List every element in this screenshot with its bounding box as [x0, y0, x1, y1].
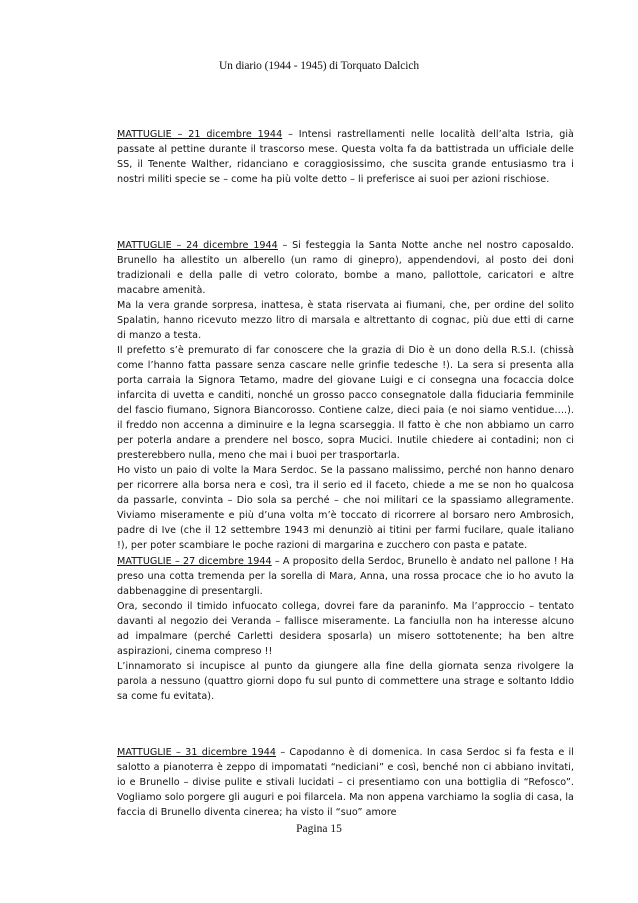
entry-paragraph: Il prefetto s’è premurato di far conoscere che la grazia di Dio è un dono della R.S.I. (chissà come l’hanno fatta passare senza cascare nelle grinfie tedesche !). La sera si presenta alla porta carraia la Signora Tetamo, madre del giovane Luigi e ci consegna una focaccia dolce infarcita di uvetta e canditi, nonché un grosso pacco consegnatole dalla fiduciaria femminile del fascio fiumano, Signora Biancorosso. Contiene calze, dieci paia (e noi siamo ventidue….). il freddo non accenna a diminuire e la legna scarseggia. Il fatto è che non abbiamo un carro per poterla andare a prendere nel bosco, sopra Mucici. Inutile chiedere ai contadini; non ci presterebbero nulla, meno che mai i buoi per trasportarla.	[117, 345, 574, 461]
entry-date: MATTUGLIE – 27 dicembre 1944	[117, 556, 272, 567]
entry-text: – Intensi rastrellamenti nelle località dell’alta Istria, già passate al pettine durante il trascorso mese. Questa volta fa da battistrada un ufficiale delle SS, il Tenente Walther, ridanciano e coraggiosissimo, che suscita grande entusiasmo tra i nostri militi specie se – come ha più volte detto – li preferisce ai suoi per azioni rischiose.	[117, 129, 574, 185]
entry-date: MATTUGLIE – 24 dicembre 1944	[117, 240, 278, 251]
entry-date: MATTUGLIE – 21 dicembre 1944	[117, 129, 283, 140]
entry-paragraph	[117, 745, 574, 820]
entry-text: – Capodanno è di domenica. In casa Serdoc si fa festa e il salotto a pianoterra è zeppo di impomatati “nediciani” e così, benché non ci abbiano invitati, io e Brunello – divise pulite e stivali lucidati – ci presentiamo con una bottiglia di “Refosco”. Vogliamo solo porgere gli auguri e poi filarcela. Ma non appena varchiamo la soglia di casa, la faccia di Brunello diventa cinerea; ha visto il “suo” amore	[117, 747, 574, 818]
entry-paragraph	[117, 554, 574, 599]
page-number: Pagina 15	[296, 823, 342, 835]
diary-entry-31-dicembre	[117, 745, 574, 820]
entry-paragraph: Ho visto un paio di volte la Mara Serdoc. Se la passano malissimo, perché non hanno denaro per ricorrere alla borsa nera e così, tra il serio ed il faceto, chiede a me se non ho qualcosa da passarle, convinta – Dio sola sa perché – che noi militari ce la spassiamo allegramente. Viviamo miseramente e più d’una volta m’è toccato di ricorrere al borsaro nero Ambrosich, padre di Ive (che il 12 settembre 1943 mi denunziò ai titini per farmi fucilare, quale italiano !), per poter scambiare le poche razioni di margarina e zucchero con pasta e patate.	[117, 465, 574, 551]
page-header: Un diario (1944 - 1945) di Torquato Dalcich	[218, 60, 420, 72]
diary-entry-27-dicembre	[117, 554, 574, 704]
entry-text: – Si festeggia la Santa Notte anche nel nostro caposaldo. Brunello ha allestito un alberello (un ramo di ginepro), appendendovi, al posto dei doni tradizionali e della palle di vetro colorato, bombe a mano, pallottole, caricatori e altre macabre amenità.	[117, 240, 574, 296]
entry-paragraph	[117, 238, 574, 298]
entry-date: MATTUGLIE – 31 dicembre 1944	[117, 747, 277, 758]
entry-paragraph	[117, 127, 574, 187]
entry-paragraph: Ma la vera grande sorpresa, inattesa, è stata riservata ai fiumani, che, per ordine del solito Spalatin, hanno ricevuto mezzo litro di marsala e altrettanto di cognac, più due etti di carne di manzo a testa.	[117, 300, 574, 341]
diary-entry-21-dicembre	[117, 127, 574, 187]
entry-paragraph: L’innamorato si incupisce al punto da giungere alla fine della giornata senza rivolgere la parola a nessuno (quattro giorni dopo fu sul punto di commettere una strage e soltanto Iddio sa come fu evitata).	[117, 661, 574, 702]
entry-paragraph: Ora, secondo il timido infuocato collega, dovrei fare da paraninfo. Ma l’approccio – tentato davanti al negozio dei Veranda – fallisce miseramente. La fanciulla non ha interesse alcuno ad impalmare (perché Carletti desidera sposarla) un misero sottotenente; ha ben altre aspirazioni, cinema compreso !!	[117, 601, 574, 657]
entry-text: – A proposito della Serdoc, Brunello è andato nel pallone ! Ha preso una cotta tremenda per la sorella di Mara, Anna, una rossa procace che io ho avuto la dabbenaggine di presentargli.	[117, 556, 574, 597]
diary-entry-24-dicembre	[117, 238, 574, 553]
